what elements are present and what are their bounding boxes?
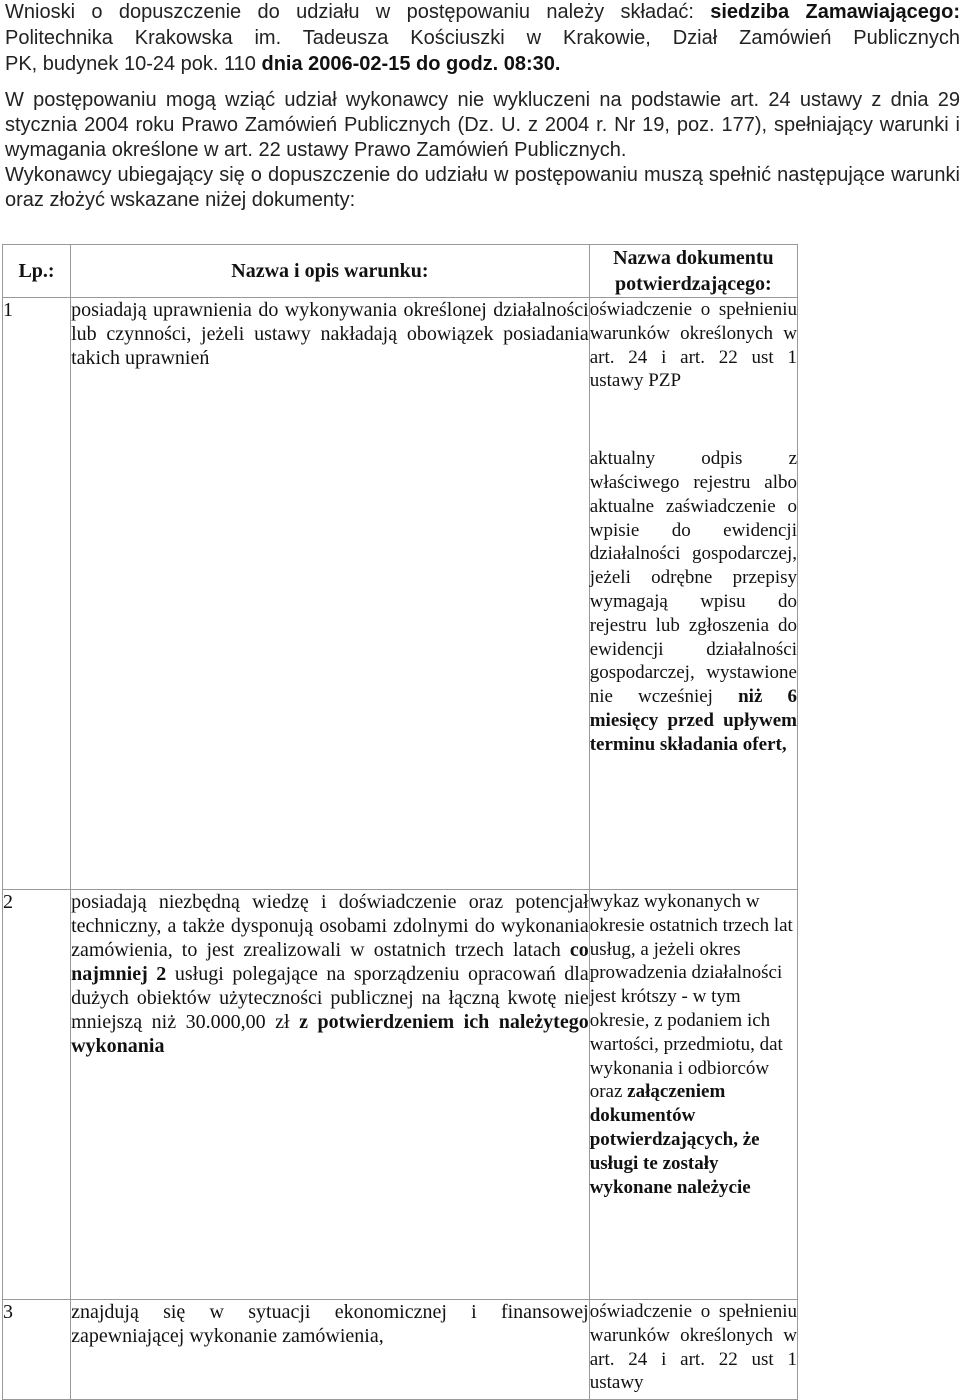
row-1-document-b-text: aktualny odpis z właściwego rejestru albo aktualne zaświadczenie o wpisie do ewidencji działalności gospodarczej, jeżeli odrębne przepisy wymagają wpisu do rejestru lub zgłoszenia do ewidencji działalności gospodarczej, wystawione nie wcześniej — [589, 448, 797, 708]
row-1-document-b — [590, 447, 797, 756]
header-condition: Nazwa i opis warunku: — [71, 245, 590, 298]
row-1-document-b-bold: niż 6 miesięcy przed upływem terminu składania ofert, — [589, 686, 797, 755]
row-1-document — [589, 298, 797, 890]
row-2-condition-text-2: usługi polegające na sporządzeniu opracowań dla dużych obiektów użyteczności publicznej na łączną kwotę nie mniejszą niż 30.000,00 zł — [71, 963, 589, 1033]
row-2-condition-text: posiadają niezbędną wiedzę i doświadczenie oraz potencjał techniczny, a także dysponują osobami zdolnymi do wykonania zamówienia, to jest zrealizowali w ostatnich trzech latach — [71, 891, 589, 961]
intro-text — [5, 0, 960, 213]
requirements-table — [2, 244, 798, 1400]
row-1-num: 1 — [3, 298, 71, 890]
row-3-num: 3 — [3, 1300, 71, 1400]
row-2-condition — [71, 890, 590, 1300]
intro-paragraph-2: W postępowaniu mogą wziąć udział wykonawcy nie wykluczeni na podstawie art. 24 ustawy z dnia 29 stycznia 2004 roku Prawo Zamówień Publicznych (Dz. U. z 2004 r. Nr 19, poz. 177), spełniający warunki i wymagania określone w art. 22 ustawy Prawo Zamówień Publicznych. — [5, 89, 960, 161]
row-3-document: oświadczenie o spełnieniu warunków określonych w art. 24 i art. 22 ust 1 ustawy — [589, 1300, 797, 1400]
table-row — [3, 1300, 798, 1400]
header-num: Lp.: — [3, 245, 71, 298]
row-3-condition: znajdują się w sytuacji ekonomicznej i finansowej zapewniającej wykonanie zamówienia, — [71, 1300, 590, 1400]
table-row — [3, 890, 798, 1300]
row-2-condition-bold-2: z potwierdzeniem ich należytego wykonania — [71, 1011, 589, 1057]
row-2-condition-bold-1: co najmniej 2 — [71, 939, 589, 985]
row-2-document-bold: załączeniem dokumentów potwierdzających, że usługi te zostały wykonane należycie — [589, 1081, 760, 1198]
row-2-document — [589, 890, 797, 1300]
row-2-document-text: wykaz wykonanych w okresie ostatnich trzech lat usług, a jeżeli okres prowadzenia działalności jest krótszy - w tym okresie, z podaniem ich wartości, przedmiotu, dat wykonania i odbiorców oraz — [589, 891, 793, 1103]
row-1-document-gap — [590, 393, 797, 447]
intro-line-3-text: PK, budynek 10-24 pok. 110 — [5, 53, 262, 75]
header-document: Nazwa dokumentu potwierdzającego: — [589, 245, 797, 298]
intro-line-3-bold: dnia 2006-02-15 do godz. 08:30. — [261, 53, 561, 75]
intro-line-1-bold: siedziba Zamawiającego: — [710, 1, 960, 23]
intro-line-3 — [5, 52, 960, 88]
intro-paragraph-3: Wykonawcy ubiegający się o dopuszczenie do udziału w postępowaniu muszą spełnić następujące warunki oraz złożyć wskazane niżej dokumenty: — [5, 164, 960, 211]
row-2-num: 2 — [3, 890, 71, 1300]
intro-line-1 — [5, 0, 960, 26]
intro-line-1-text: Wnioski o dopuszczenie do udziału w postępowaniu należy składać: — [5, 1, 711, 23]
row-1-document-a: oświadczenie o spełnieniu warunków określonych w art. 24 i art. 22 ust 1 ustawy PZP — [589, 299, 797, 392]
table-row — [3, 298, 798, 890]
table-header-row — [3, 245, 798, 298]
row-1-condition: posiadają uprawnienia do wykonywania określonej działalności lub czynności, jeżeli ustawy nakładają obowiązek posiadania takich uprawnień — [71, 298, 590, 890]
intro-line-2: Politechnika Krakowska im. Tadeusza Kościuszki w Krakowie, Dział Zamówień Publicznych — [5, 27, 960, 49]
